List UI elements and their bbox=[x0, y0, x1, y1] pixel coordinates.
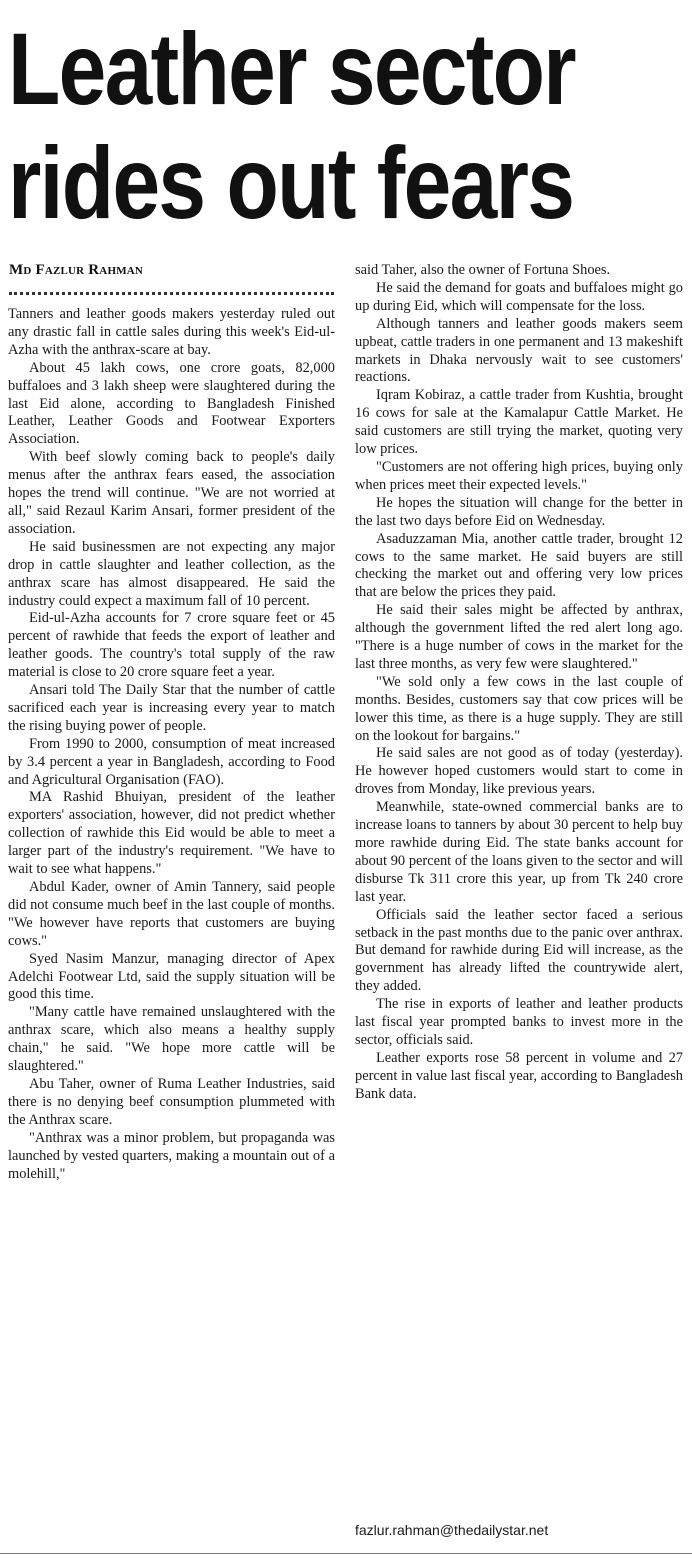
headline-line-1: Leather sector bbox=[8, 12, 575, 126]
paragraph: Leather exports rose 58 percent in volume and 27 percent in value last fiscal year, according to Bangladesh Bank data. bbox=[355, 1049, 683, 1102]
author-email: fazlur.rahman@thedailystar.net bbox=[355, 1522, 549, 1538]
paragraph: He said businessmen are not expecting any major drop in cattle slaughter and leather collection, as the anthrax scare has almost disappeared. He said the industry could expect a maximum fall of 10 percent. bbox=[8, 538, 335, 609]
paragraph: said Taher, also the owner of Fortuna Shoes. bbox=[355, 262, 611, 278]
paragraph: Syed Nasim Manzur, managing director of Apex Adelchi Footwear Ltd, said the supply situation will be good this time. bbox=[8, 950, 335, 1003]
paragraph: With beef slowly coming back to people's daily menus after the anthrax fears eased, the association hopes the trend will continue. "We are not worried at all," said Rezaul Karim Ansari, former president of the association. bbox=[8, 449, 335, 537]
paragraph: Although tanners and leather goods makers seem upbeat, cattle traders in one permanent and 13 makeshift markets in Dhaka nervously wait to see customers' reactions. bbox=[355, 315, 683, 386]
paragraph: The rise in exports of leather and leather products last fiscal year prompted banks to invest more in the sector, officials said. bbox=[355, 996, 683, 1048]
paragraph: Tanners and leather goods makers yesterday ruled out any drastic fall in cattle sales during this week's Eid-ul-Azha with the anthrax-scare at bay. bbox=[8, 306, 335, 358]
headline bbox=[8, 12, 576, 240]
paragraph: "We sold only a few cows in the last couple of months. Besides, customers say that cow prices will be lower this time, as there is a huge supply. They are still on the lookout for bargains." bbox=[355, 673, 683, 744]
paragraph: He said their sales might be affected by anthrax, although the government lifted the red alert long ago. "There is a huge number of cows in the market for the last three months, as very few were slaughtered." bbox=[355, 602, 683, 672]
paragraph: About 45 lakh cows, one crore goats, 82,000 buffaloes and 3 lakh sheep were slaughtered during the last Eid alone, according to Bangladesh Finished Leather, Leather Goods and Footwear Exporters Association. bbox=[8, 359, 335, 448]
right-column bbox=[355, 262, 683, 1104]
paragraph: Abu Taher, owner of Ruma Leather Industries, said there is no denying beef consumption plummeted with the Anthrax scare. bbox=[8, 1075, 335, 1128]
paragraph: He said sales are not good as of today (yesterday). He however hoped customers would start to come in droves from Monday, like previous years. bbox=[355, 745, 683, 798]
paragraph: Abdul Kader, owner of Amin Tannery, said people did not consume much beef in the last couple of months. "We however have reports that customers are buying cows." bbox=[8, 879, 335, 949]
paragraph: He hopes the situation will change for the better in the last two days before Eid on Wednesday. bbox=[355, 494, 683, 529]
paragraph: Asaduzzaman Mia, another cattle trader, brought 12 cows to the same market. He said buyers are still checking the market out and offering very low prices that are below the prices they paid. bbox=[355, 530, 683, 601]
paragraph: From 1990 to 2000, consumption of meat increased by 3.4 percent a year in Bangladesh, according to Food and Agricultural Organisation (FAO). bbox=[8, 735, 335, 788]
paragraph: "Customers are not offering high prices, buying only when prices meet their expected levels." bbox=[355, 458, 683, 493]
paragraph: "Many cattle have remained unslaughtered with the anthrax scare, which also means a healthy supply chain," he said. "We hope more cattle will be slaughtered." bbox=[8, 1004, 335, 1075]
paragraph: He said the demand for goats and buffaloes might go up during Eid, which will compensate for the loss. bbox=[355, 279, 683, 314]
paragraph: "Anthrax was a minor problem, but propaganda was launched by vested quarters, making a mountain out of a molehill," bbox=[8, 1129, 335, 1182]
left-column bbox=[8, 306, 335, 1183]
byline: Md Fazlur Rahman bbox=[9, 262, 144, 278]
paragraph: Officials said the leather sector faced a serious setback in the past months due to the panic over anthrax. But demand for rawhide during Eid will increase, as the government has already lifted the countrywide alert, they added. bbox=[355, 906, 683, 995]
paragraph: Meanwhile, state-owned commercial banks are to increase loans to tanners by about 30 percent to help buy more rawhide during Eid. The state banks account for about 90 percent of the loans given to the sector and will disburse Tk 311 crore this year, up from Tk 240 crore last year. bbox=[355, 799, 683, 905]
byline-dotted-divider bbox=[9, 292, 334, 295]
paragraph: Iqram Kobiraz, a cattle trader from Kushtia, brought 16 cows for sale at the Kamalapur Cattle Market. He said customers are still trying the market, quoting very low prices. bbox=[355, 387, 683, 458]
paragraph: Ansari told The Daily Star that the number of cattle sacrificed each year is increasing every year to match the rising buying power of people. bbox=[8, 682, 335, 734]
paragraph: Eid-ul-Azha accounts for 7 crore square feet or 45 percent of rawhide that feeds the export of leather and leather goods. The country's total supply of the raw material is close to 20 crore square feet a year. bbox=[8, 610, 335, 681]
bottom-rule bbox=[0, 1553, 692, 1554]
headline-line-2: rides out fears bbox=[8, 126, 574, 240]
paragraph: MA Rashid Bhuiyan, president of the leather exporters' association, however, did not predict whether collection of rawhide this Eid would be able to meet a larger part of the industry's requirement. "We have to wait to see what happens." bbox=[8, 789, 335, 878]
